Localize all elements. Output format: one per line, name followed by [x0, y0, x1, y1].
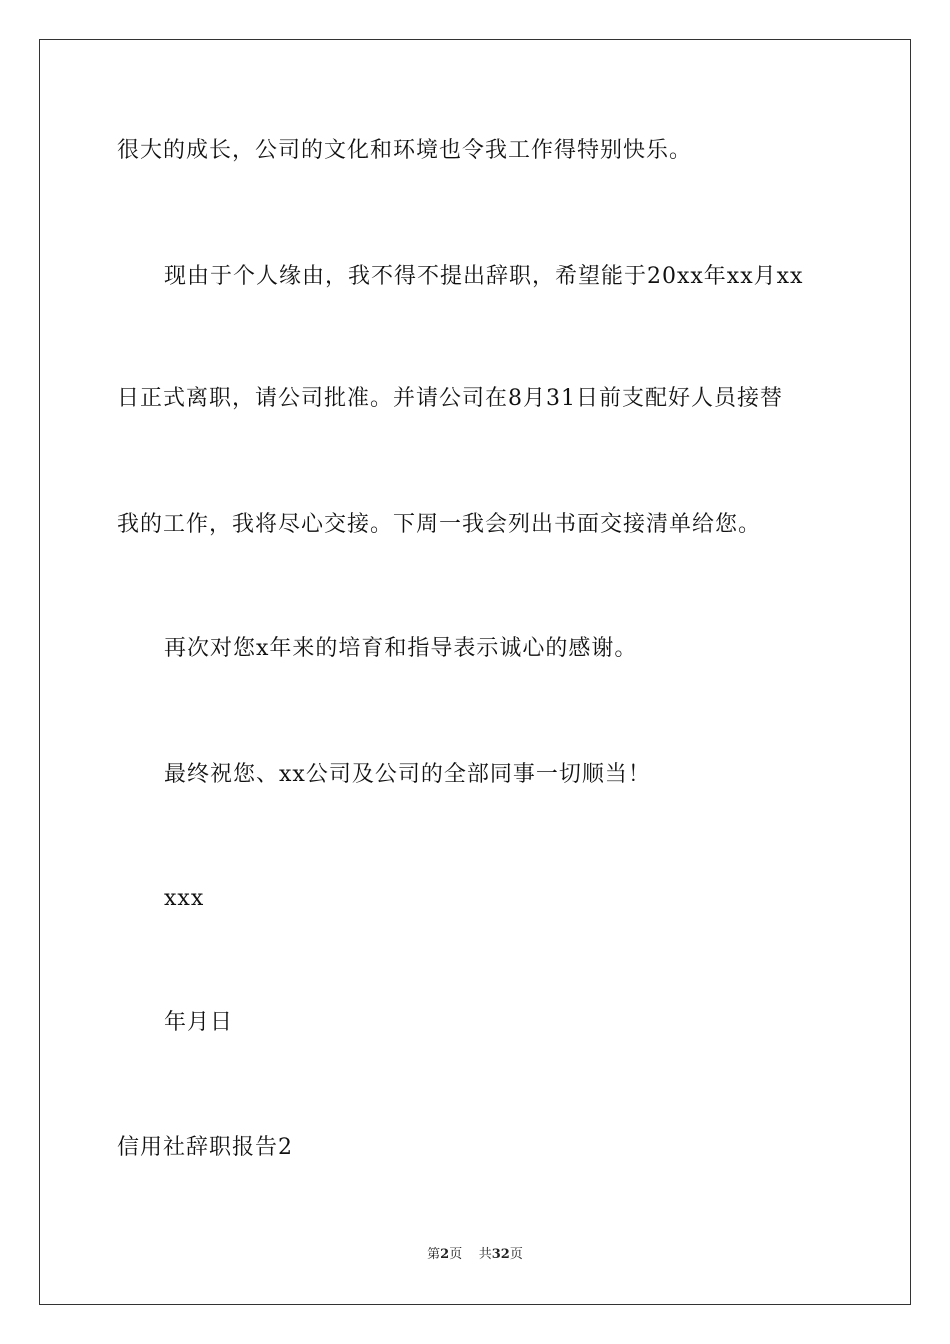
paragraph-thanks: 再次对您x年来的培育和指导表示诚心的感谢。 [164, 636, 638, 661]
footer-current-page: 2 [440, 1247, 450, 1262]
footer-total-suffix: 页 [509, 1247, 523, 1262]
paragraph-line-1: 很大的成长，公司的文化和环境也令我工作得特别快乐。 [117, 138, 693, 163]
footer-total-pages: 32 [491, 1247, 510, 1262]
page-border [39, 39, 911, 1305]
page-footer [0, 1246, 950, 1264]
footer-page-prefix: 第 [427, 1247, 441, 1262]
paragraph-line-3: 日正式离职，请公司批准。并请公司在8月31日前支配好人员接替 [117, 386, 783, 411]
paragraph-wishes: 最终祝您、xx公司及公司的全部同事一切顺当！ [164, 762, 651, 787]
footer-page-suffix: 页 [449, 1247, 463, 1262]
paragraph-line-2: 现由于个人缘由，我不得不提出辞职，希望能于20xx年xx月xx [164, 264, 804, 289]
signature-name: xxx [164, 886, 205, 911]
section-heading: 信用社辞职报告2 [117, 1135, 293, 1160]
paragraph-line-4: 我的工作，我将尽心交接。下周一我会列出书面交接清单给您。 [117, 512, 762, 537]
signature-date: 年月日 [164, 1010, 234, 1035]
footer-total-prefix: 共 [478, 1247, 492, 1262]
